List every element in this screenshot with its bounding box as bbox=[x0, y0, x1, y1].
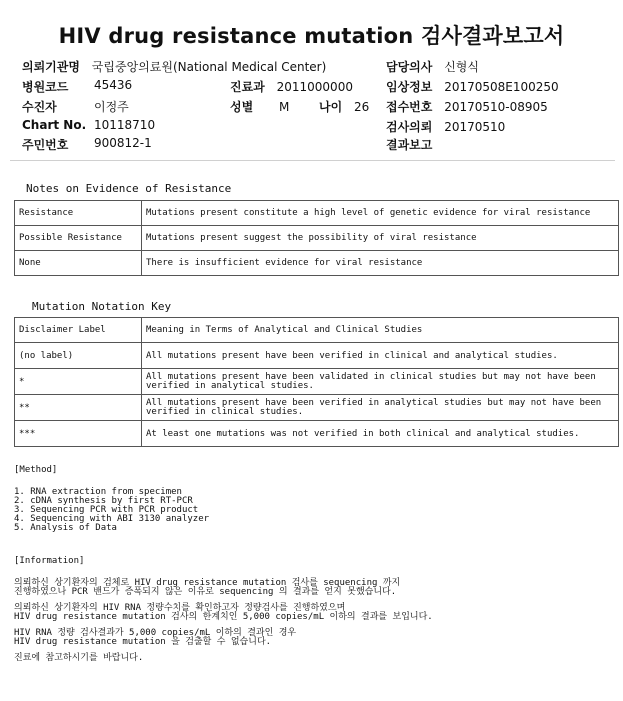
method-item: 2. cDNA synthesis by first RT-PCR bbox=[14, 496, 193, 506]
hospital-code-value: 45436 bbox=[94, 78, 133, 92]
notation-table bbox=[14, 317, 619, 447]
doctor-row bbox=[386, 58, 479, 75]
sex-value: M bbox=[279, 100, 290, 114]
resident-no-value: 900812-1 bbox=[94, 136, 152, 150]
sex-row bbox=[230, 98, 289, 115]
doctor-label: 담당의사 bbox=[386, 60, 433, 74]
age-value: 26 bbox=[354, 100, 370, 114]
hospital-code-label: 병원코드 bbox=[22, 80, 69, 94]
patient-label: 수진자 bbox=[22, 100, 57, 114]
evidence-text: Mutations present suggest the possibility of viral resistance bbox=[142, 226, 619, 251]
notation-text: All mutations present have been verified in analytical studies but may not have been verified in clinical studies. bbox=[142, 395, 619, 421]
info-line: 의뢰하신 상기환자의 검체로 HIV drug resistance mutation 검사를 sequencing 까지 bbox=[14, 578, 401, 588]
department-label: 진료과 bbox=[230, 80, 265, 94]
test-request-row bbox=[386, 118, 505, 135]
info-line: 진행하였으나 PCR 밴드가 증폭되지 않은 이유로 sequencing 의 결과를 얻지 못했습니다. bbox=[14, 587, 397, 597]
method-item: 1. RNA extraction from specimen bbox=[14, 487, 182, 497]
method-item: 5. Analysis of Data bbox=[14, 523, 117, 533]
department-value: 2011000000 bbox=[276, 80, 353, 94]
resident-no-label: 주민번호 bbox=[22, 138, 69, 152]
notation-header-text: Meaning in Terms of Analytical and Clinical Studies bbox=[142, 318, 619, 343]
test-request-label: 검사의뢰 bbox=[386, 120, 433, 134]
notation-label: *** bbox=[15, 421, 142, 447]
evidence-table bbox=[14, 200, 619, 276]
receipt-row bbox=[386, 98, 548, 115]
method-section bbox=[14, 466, 619, 533]
patient-value: 이정주 bbox=[94, 100, 129, 114]
requester-row bbox=[22, 58, 326, 75]
notation-text: All mutations present have been validated in clinical studies but may not have been verified in analytical studies. bbox=[142, 369, 619, 395]
notation-label: * bbox=[15, 369, 142, 395]
method-item: 4. Sequencing with ABI 3130 analyzer bbox=[14, 514, 210, 524]
evidence-text: There is insufficient evidence for viral resistance bbox=[142, 251, 619, 276]
chart-no-row bbox=[22, 118, 156, 132]
table-row bbox=[15, 343, 619, 369]
doctor-value: 신형식 bbox=[444, 60, 479, 74]
method-item: 3. Sequencing PCR with PCR product bbox=[14, 505, 199, 515]
patient-row bbox=[22, 98, 129, 115]
notation-label: (no label) bbox=[15, 343, 142, 369]
report-title: HIV drug resistance mutation 검사결과보고서 bbox=[58, 24, 565, 48]
info-line: HIV drug resistance mutation 을 검출할 수 없습니다. bbox=[14, 637, 272, 647]
evidence-label: Possible Resistance bbox=[15, 226, 142, 251]
information-section bbox=[14, 557, 619, 663]
info-line: 의뢰하신 상기환자의 HIV RNA 정량수치를 확인하고자 정량검사를 진행하였으며 bbox=[14, 603, 346, 613]
information-title: [Information] bbox=[14, 556, 85, 566]
info-line: HIV RNA 정량 검사결과가 5,000 copies/mL 이하의 결과인 경우 bbox=[14, 628, 297, 638]
notation-title: Mutation Notation Key bbox=[32, 300, 172, 313]
table-row bbox=[15, 421, 619, 447]
chart-no-label: Chart No. bbox=[22, 118, 87, 132]
requester-label: 의뢰기관명 bbox=[22, 60, 80, 74]
notation-label: ** bbox=[15, 395, 142, 421]
receipt-value: 20170510-08905 bbox=[444, 100, 548, 114]
receipt-label: 접수번호 bbox=[386, 100, 433, 114]
table-row bbox=[15, 251, 619, 276]
evidence-text: Mutations present constitute a high level of genetic evidence for viral resistance bbox=[142, 201, 619, 226]
resident-no-row bbox=[22, 136, 152, 153]
chart-no-value: 10118710 bbox=[94, 118, 156, 132]
notation-header-label: Disclaimer Label bbox=[15, 318, 142, 343]
clinical-info-value: 20170508E100250 bbox=[444, 80, 559, 94]
table-row bbox=[15, 201, 619, 226]
report-label: 결과보고 bbox=[386, 138, 433, 152]
notation-text: At least one mutations was not verified in both clinical and analytical studies. bbox=[142, 421, 619, 447]
requester-value: 국립중앙의료원(National Medical Center) bbox=[91, 60, 327, 74]
table-row bbox=[15, 369, 619, 395]
patient-header bbox=[0, 56, 623, 156]
evidence-label: None bbox=[15, 251, 142, 276]
department-row bbox=[230, 78, 353, 95]
table-row bbox=[15, 395, 619, 421]
table-header-row bbox=[15, 318, 619, 343]
header-divider bbox=[10, 160, 615, 161]
info-closing: 진료에 참고하시기를 바랍니다. bbox=[14, 653, 144, 663]
test-request-value: 20170510 bbox=[444, 120, 506, 134]
table-row bbox=[15, 226, 619, 251]
clinical-info-row bbox=[386, 78, 559, 95]
evidence-label: Resistance bbox=[15, 201, 142, 226]
hospital-code-row bbox=[22, 78, 133, 95]
sex-label: 성별 bbox=[230, 100, 254, 114]
clinical-info-label: 임상정보 bbox=[386, 80, 433, 94]
notation-text: All mutations present have been verified in clinical and analytical studies. bbox=[142, 343, 619, 369]
report-row bbox=[386, 136, 440, 153]
age-row bbox=[319, 98, 369, 115]
info-line: HIV drug resistance mutation 검사의 한계치인 5,000 copies/mL 이하의 결과를 보입니다. bbox=[14, 612, 433, 622]
method-title: [Method] bbox=[14, 465, 58, 475]
age-label: 나이 bbox=[319, 100, 343, 114]
evidence-title: Notes on Evidence of Resistance bbox=[26, 182, 232, 195]
